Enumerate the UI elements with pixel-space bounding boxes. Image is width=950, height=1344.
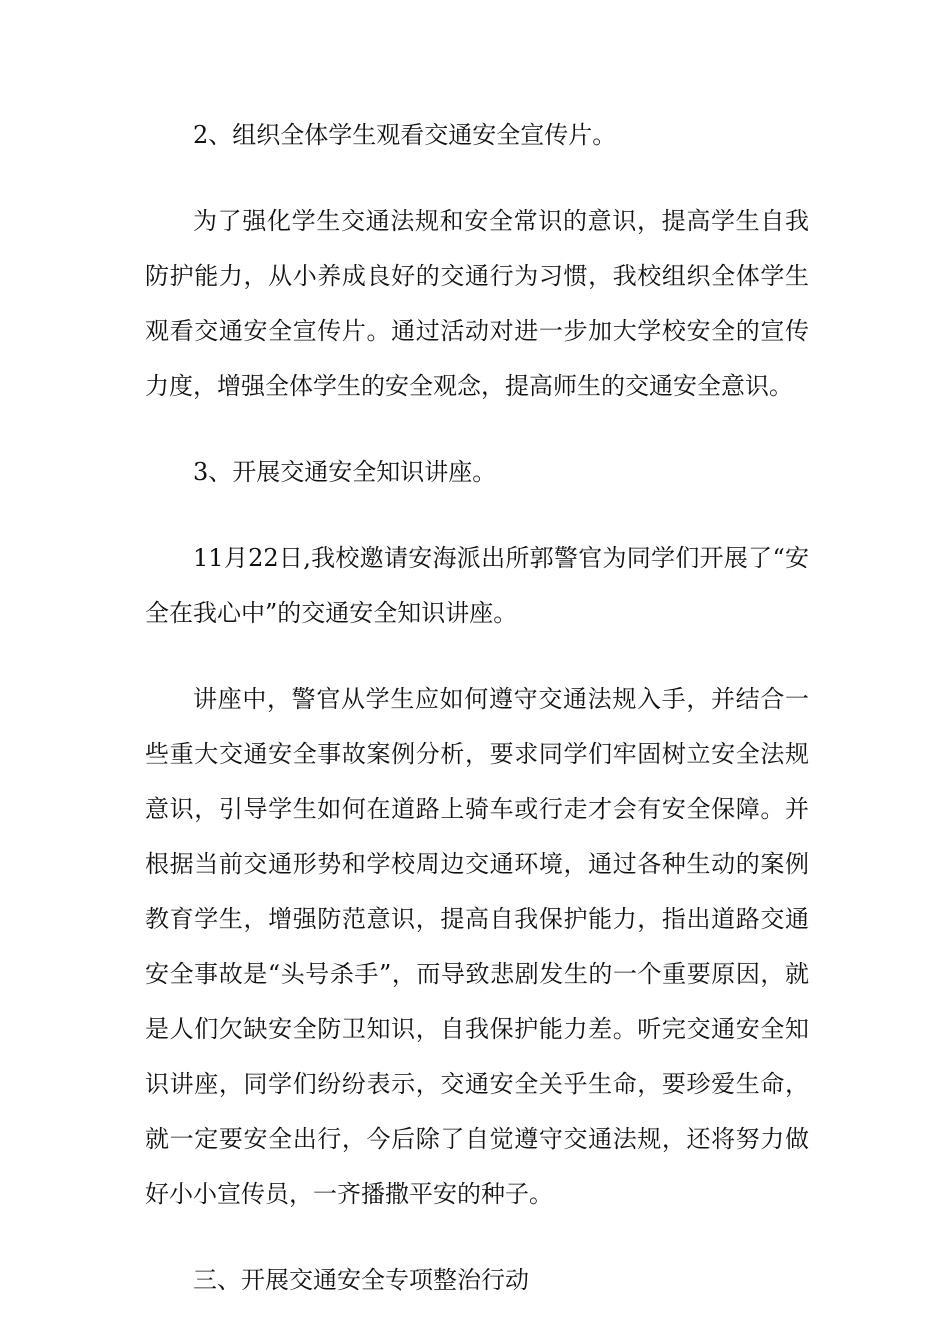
paragraph-lecture-date: 11月22日,我校邀请安海派出所郭警官为同学们开展了“安全在我心中”的交通安全知识讲座。 xyxy=(145,544,809,627)
paragraph-lecture-content: 讲座中，警官从学生应如何遵守交通法规入手，并结合一些重大交通安全事故案例分析，要求同学们牢固树立安全法规意识，引导学生如何在道路上骑车或行走才会有安全保障。并根据当前交通形势和学校周边交通环境，通过各种生动的案例教育学生，增强防范意识，提高自我保护能力，指出道路交通安全事故是“头号杀手”，而导致悲剧发生的一个重要原因，就是人们欠缺安全防卫知识，自我保护能力差。听完交通安全知识讲座，同学们纷纷表示，交通安全关乎生命，要珍爱生命，就一定要安全出行，今后除了自觉遵守交通法规，还将努力做好小小宣传员，一齐播撒平安的种子。 xyxy=(145,685,809,1208)
section-heading-video: 2、组织全体学生观看交通安全宣传片。 xyxy=(193,121,617,149)
paragraph-video-description: 为了强化学生交通法规和安全常识的意识，提高学生自我防护能力，从小养成良好的交通行为习惯，我校组织全体学生观看交通安全宣传片。通过活动对进一步加大学校安全的宣传力度，增强全体学生的安全观念，提高师生的交通安全意识。 xyxy=(145,207,809,400)
section-heading-rectification: 三、开展交通安全专项整治行动 xyxy=(193,1266,529,1294)
document-body xyxy=(145,108,809,1339)
section-heading-lecture: 3、开展交通安全知识讲座。 xyxy=(193,458,497,486)
